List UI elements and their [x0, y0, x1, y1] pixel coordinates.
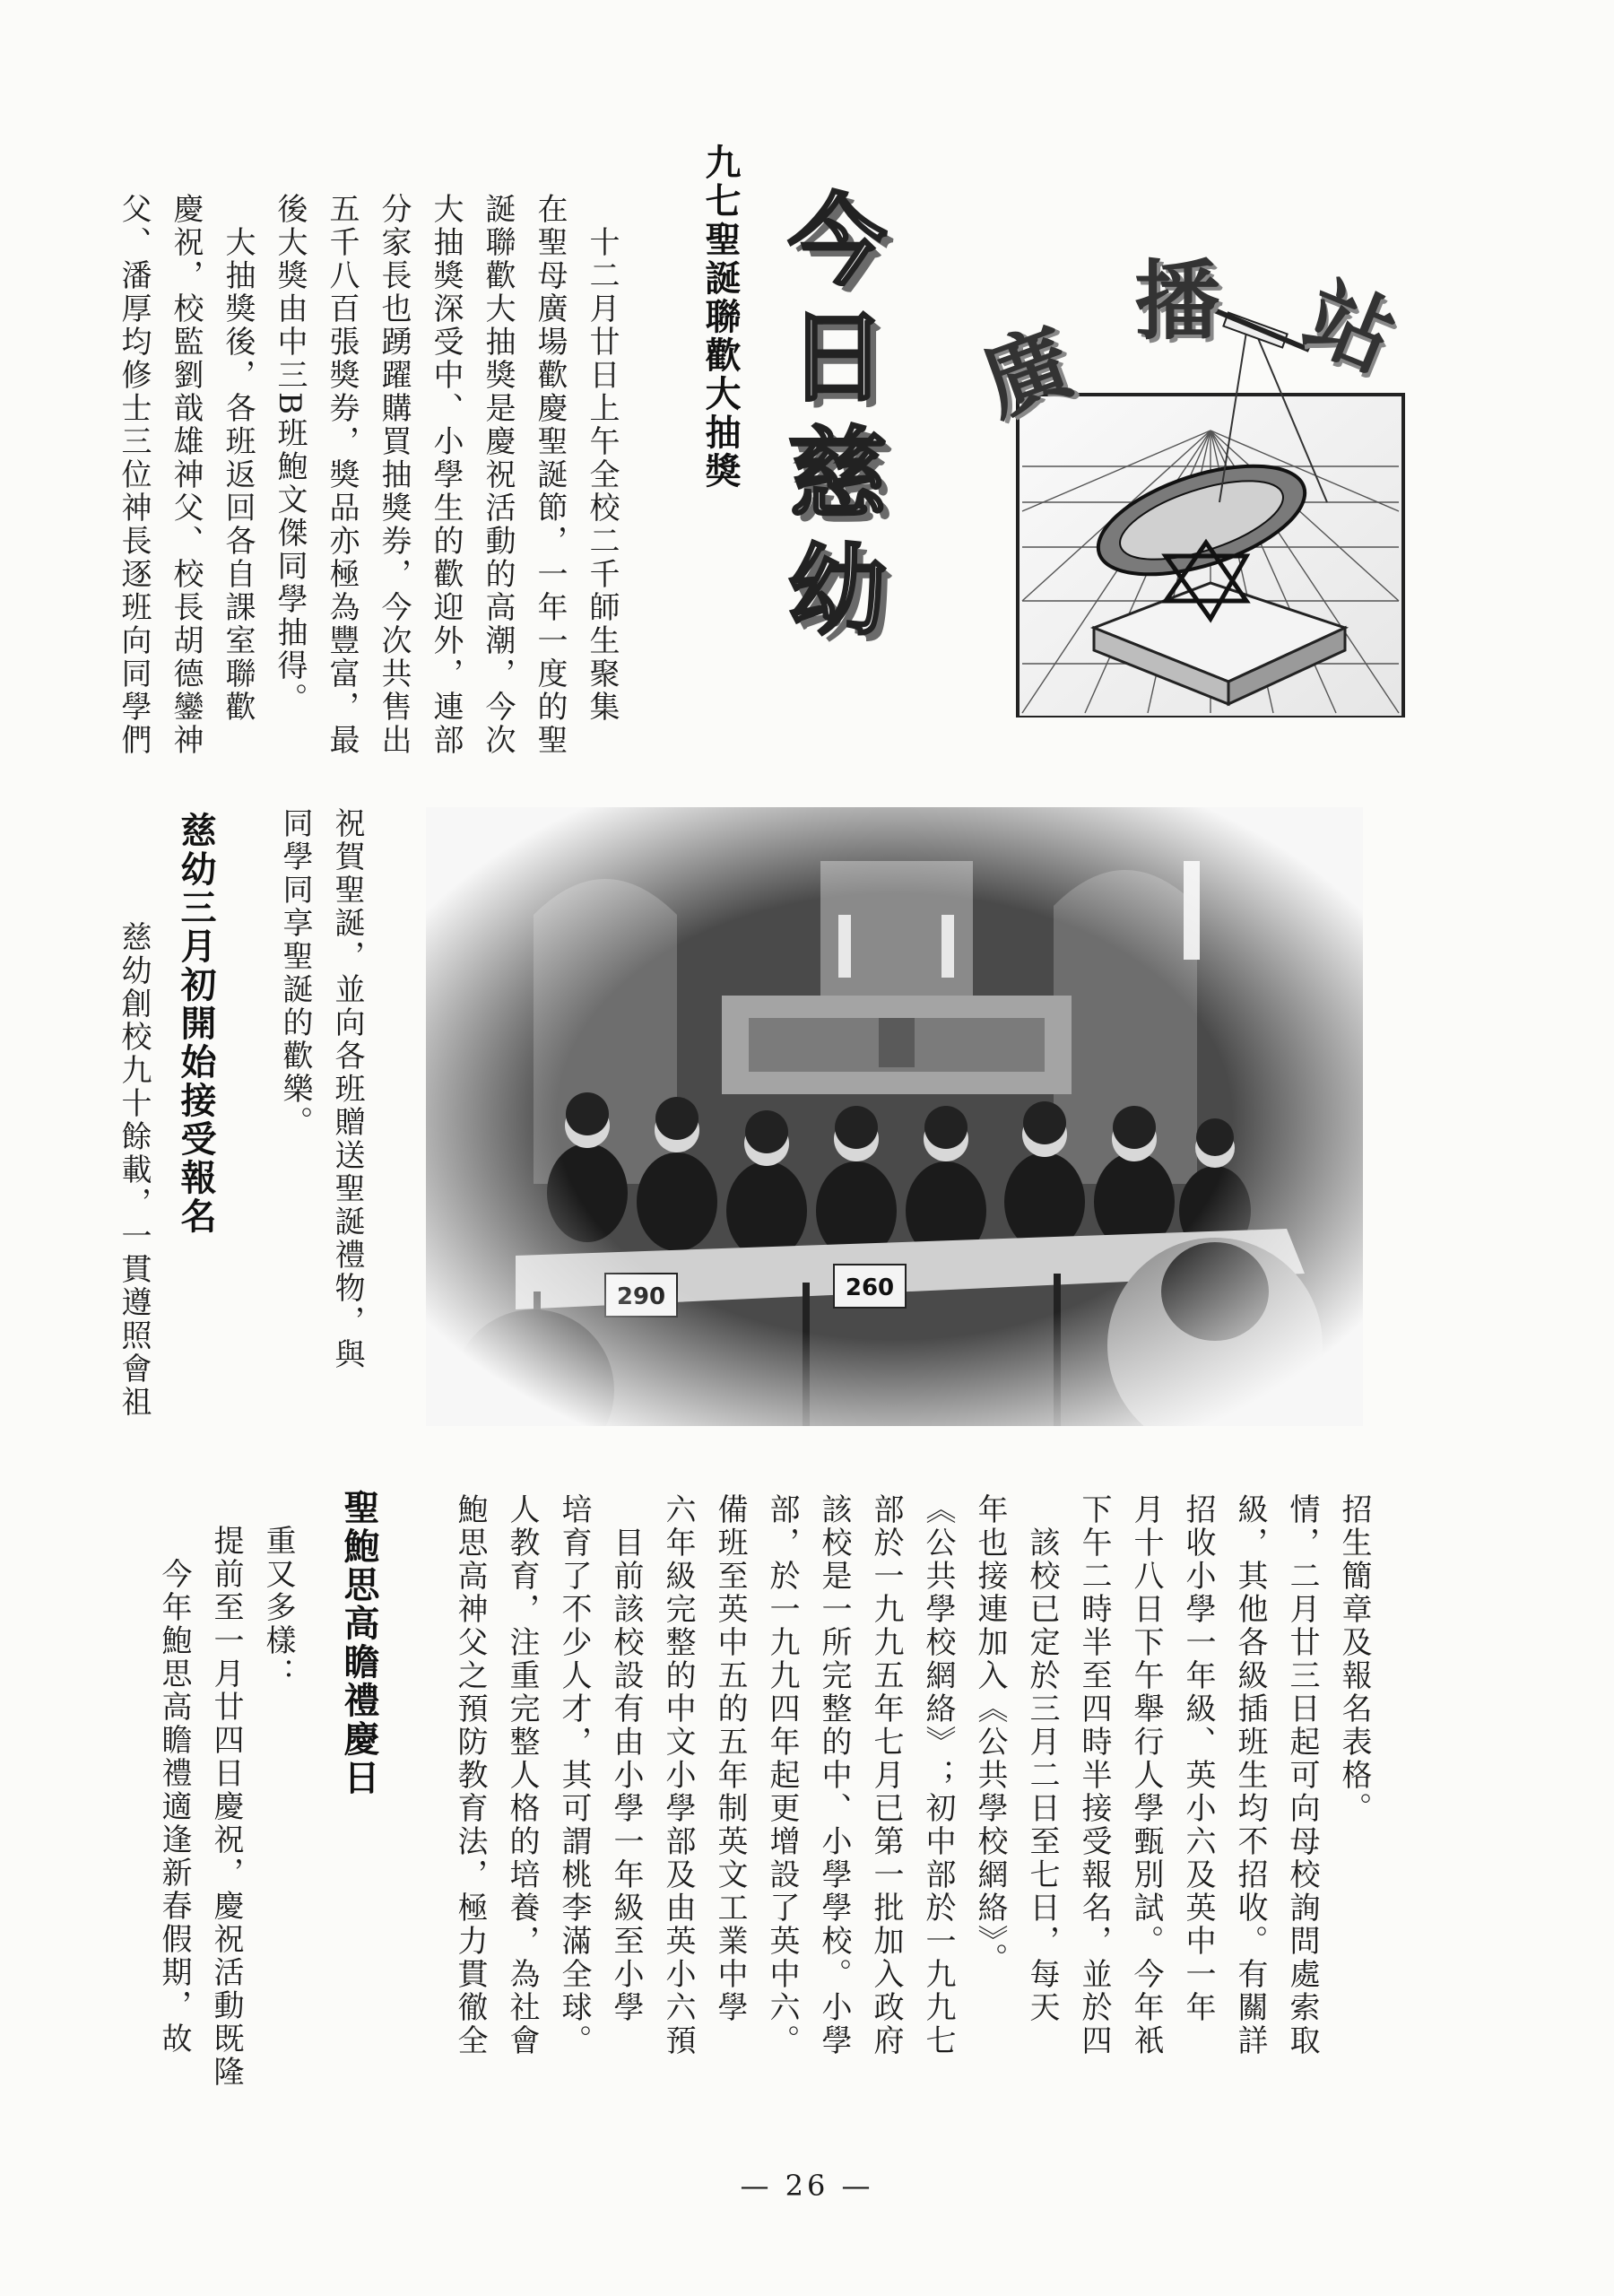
text-line: 該校已定於三月二日至七日，每天 — [1024, 1493, 1060, 2024]
article3-body — [148, 1525, 304, 2152]
text-line: 級，其他各級插班生均不招收。有關詳 — [1232, 1493, 1268, 2057]
text-line: 五千八百張獎券，獎品亦極為豐富，最 — [324, 193, 360, 757]
text-line: 鮑思高神父之預防教育法，極力貫徹全 — [452, 1493, 488, 2057]
text-line: 大抽獎後，各班返回各自課室聯歡 — [220, 193, 256, 724]
text-line: 目前該校設有由小學一年級至小學 — [608, 1493, 644, 2024]
text-line: 情，二月廿三日起可向母校詢問處索取 — [1284, 1493, 1320, 2057]
text-line: 慶祝，校監劉戠雄神父、校長胡德鑾神 — [168, 193, 204, 757]
text-line: 十二月廿日上午全校二千師生聚集 — [584, 193, 620, 724]
text-line: 月十八日下午舉行人學甄別試。今年衹 — [1128, 1493, 1164, 2057]
banner-char-2: 播 — [1134, 251, 1220, 352]
article2-heading: 慈幼三月初開始接受報名 — [175, 812, 216, 1236]
text-line: 重又多樣： — [260, 1525, 296, 1691]
section-title: 今日慈幼 — [772, 188, 887, 655]
text-line: 該校是一所完整的中、小學學校。小學 — [816, 1493, 852, 2057]
text-line: 培育了不少人才，其可謂桃李滿全球。 — [556, 1493, 592, 2057]
text-line: 年也接連加入《公共學校網絡》。 — [972, 1493, 1008, 1976]
article2-body-first — [108, 888, 160, 1426]
page-number: — 26 — — [740, 2169, 874, 2203]
article1-heading: 九七聖誕聯歡大抽獎 — [699, 144, 741, 491]
article3-heading: 聖鮑思高瞻禮慶日 — [338, 1489, 379, 1797]
text-line: 同學同享聖誕的歡樂。 — [277, 807, 313, 1139]
text-line: 六年級完整的中文小學部及由英小六預 — [660, 1493, 696, 2057]
text-line: 備班至英中五的五年制英文工業中學 — [712, 1493, 748, 2024]
text-line: 大抽獎深受中、小學生的歡迎外，連部 — [428, 193, 464, 757]
text-line: 部於一九九五年七月已第一批加入政府 — [868, 1493, 904, 2057]
text-line: 下午二時半至四時半接受報名，並於四 — [1076, 1493, 1112, 2057]
broadcast-station-banner — [969, 215, 1435, 718]
text-line: 《公共學校網絡》；初中部於一九九七 — [920, 1493, 956, 2057]
article2-body-lower — [444, 1493, 1380, 2175]
christmas-draw-photo — [426, 807, 1363, 1426]
banner-char-1: 廣 — [969, 310, 1085, 435]
banner-char-3: 站 — [1290, 265, 1409, 391]
text-line: 後大獎由中三B班鮑文傑同學抽得。 — [272, 193, 308, 716]
text-line: 祝賀聖誕，並向各班贈送聖誕禮物，與 — [329, 807, 365, 1371]
text-line: 今年鮑思高瞻禮適逢新春假期，故 — [156, 1525, 192, 2056]
photo-scene — [426, 807, 1363, 1426]
text-line: 招生簡章及報名表格。 — [1336, 1493, 1372, 1825]
text-line: 慈幼創校九十餘載，一貫遵照會祖 — [116, 888, 152, 1419]
text-line: 父、潘厚均修士三位神長逐班向同學們 — [116, 193, 152, 757]
text-line: 誕聯歡大抽獎是慶祝活動的高潮，今次 — [480, 193, 516, 757]
text-line: 分家長也踴躍購買抽獎券，今次共售出 — [376, 193, 412, 757]
text-line: 部，於一九九四年起更增設了英中六。 — [764, 1493, 800, 2057]
article1-body-upper — [108, 193, 628, 757]
text-line: 人教育，注重完整人格的培養，為社會 — [504, 1493, 540, 2057]
article1-body-lower — [269, 807, 373, 1417]
text-line: 招收小學一年級、英小六及英中一年 — [1180, 1493, 1216, 2024]
text-line: 提前至一月廿四日慶祝，慶祝活動既隆 — [208, 1525, 244, 2089]
text-line: 在聖母廣場歡慶聖誕節，一年一度的聖 — [532, 193, 568, 757]
